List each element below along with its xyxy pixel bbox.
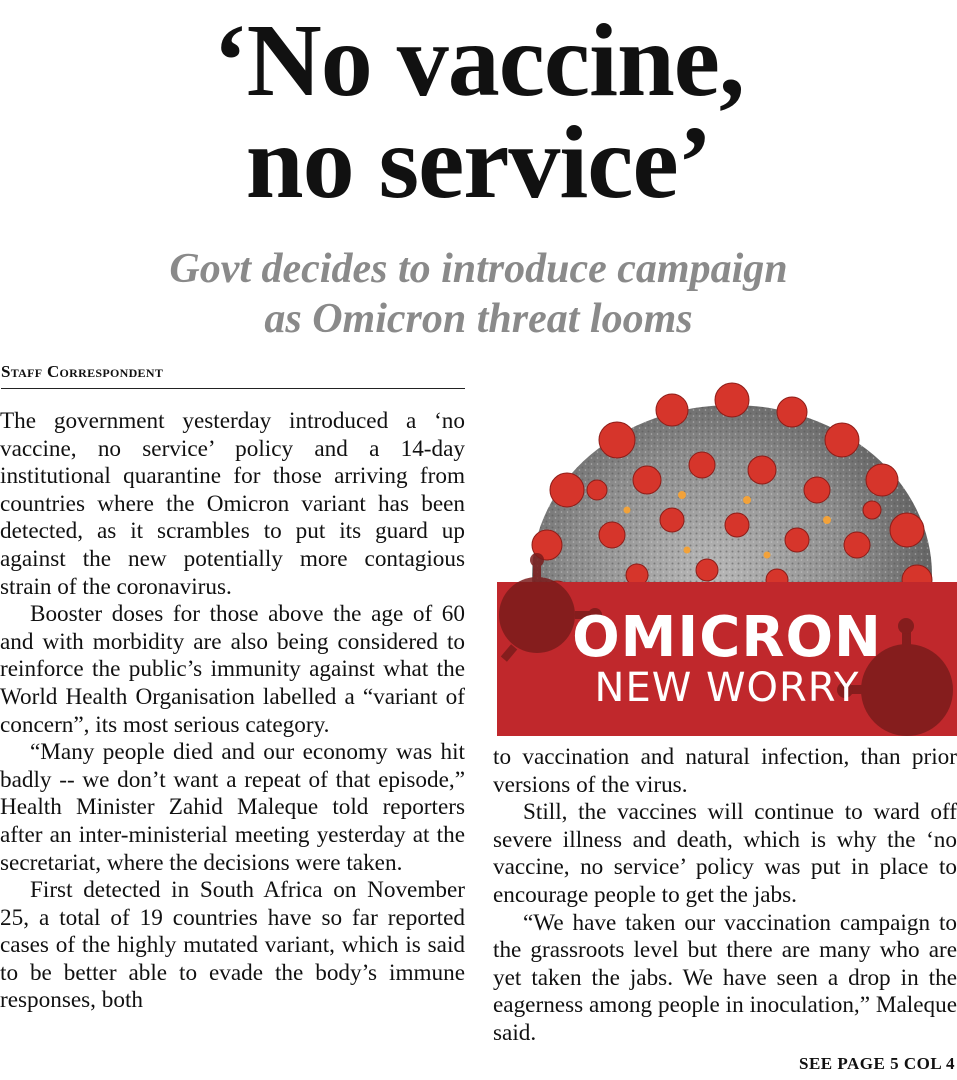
headline-line-1: ‘No vaccine,: [213, 3, 744, 118]
subheadline: [0, 244, 957, 344]
headline: [0, 3, 957, 220]
article-paragraph: First detected in South Africa on November 25, a total of 19 countries have so far reported cases of the highly mutated variant, which is said to be better able to evade the body’s immune responses, both: [0, 877, 465, 1014]
article-paragraph: “Many people died and our economy was hit badly -- we don’t want a repeat of that episode,” Health Minister Zahid Maleque told reporters after an inter-ministerial meeting yesterday at the secretariat, where the decisions were taken.: [0, 739, 465, 876]
article-right-column: [493, 744, 957, 1048]
headline-line-2: no service’: [245, 105, 712, 220]
byline: Staff Correspondent: [1, 362, 465, 389]
article-paragraph: Still, the vaccines will continue to ward off severe illness and death, which is why the ‘no vaccine, no service’ policy was put in place to encourage people to get the jabs.: [493, 799, 957, 908]
omicron-photo: [497, 370, 957, 736]
banner-subtitle: NEW WORRY: [594, 665, 860, 711]
article-paragraph: Booster doses for those above the age of 60 and with morbidity are also being considered to reinforce the public’s immunity against what the World Health Organisation labelled a “variant of concern”, its most serious category.: [0, 601, 465, 738]
jump-line: SEE PAGE 5 COL 4: [799, 1054, 955, 1073]
banner-title: OMICRON: [572, 605, 882, 670]
subheadline-line-2: as Omicron threat looms: [264, 296, 693, 342]
article-paragraph: “We have taken our vaccination campaign to the grassroots level but there are many who are yet taken the jabs. We have seen a drop in the eagerness among people in inoculation,” Maleque said.: [493, 909, 957, 1046]
article-paragraph: to vaccination and natural infection, than prior versions of the virus.: [493, 744, 957, 798]
article-paragraph: The government yesterday introduced a ‘no vaccine, no service’ policy and a 14-day institutional quarantine for those arriving from countries where the Omicron variant has been detected, as it scrambles to put its guard up against the new potentially more contagious strain of the coronavirus.: [0, 408, 465, 600]
subheadline-line-1: Govt decides to introduce campaign: [169, 246, 788, 292]
article-left-column: [0, 408, 465, 1015]
